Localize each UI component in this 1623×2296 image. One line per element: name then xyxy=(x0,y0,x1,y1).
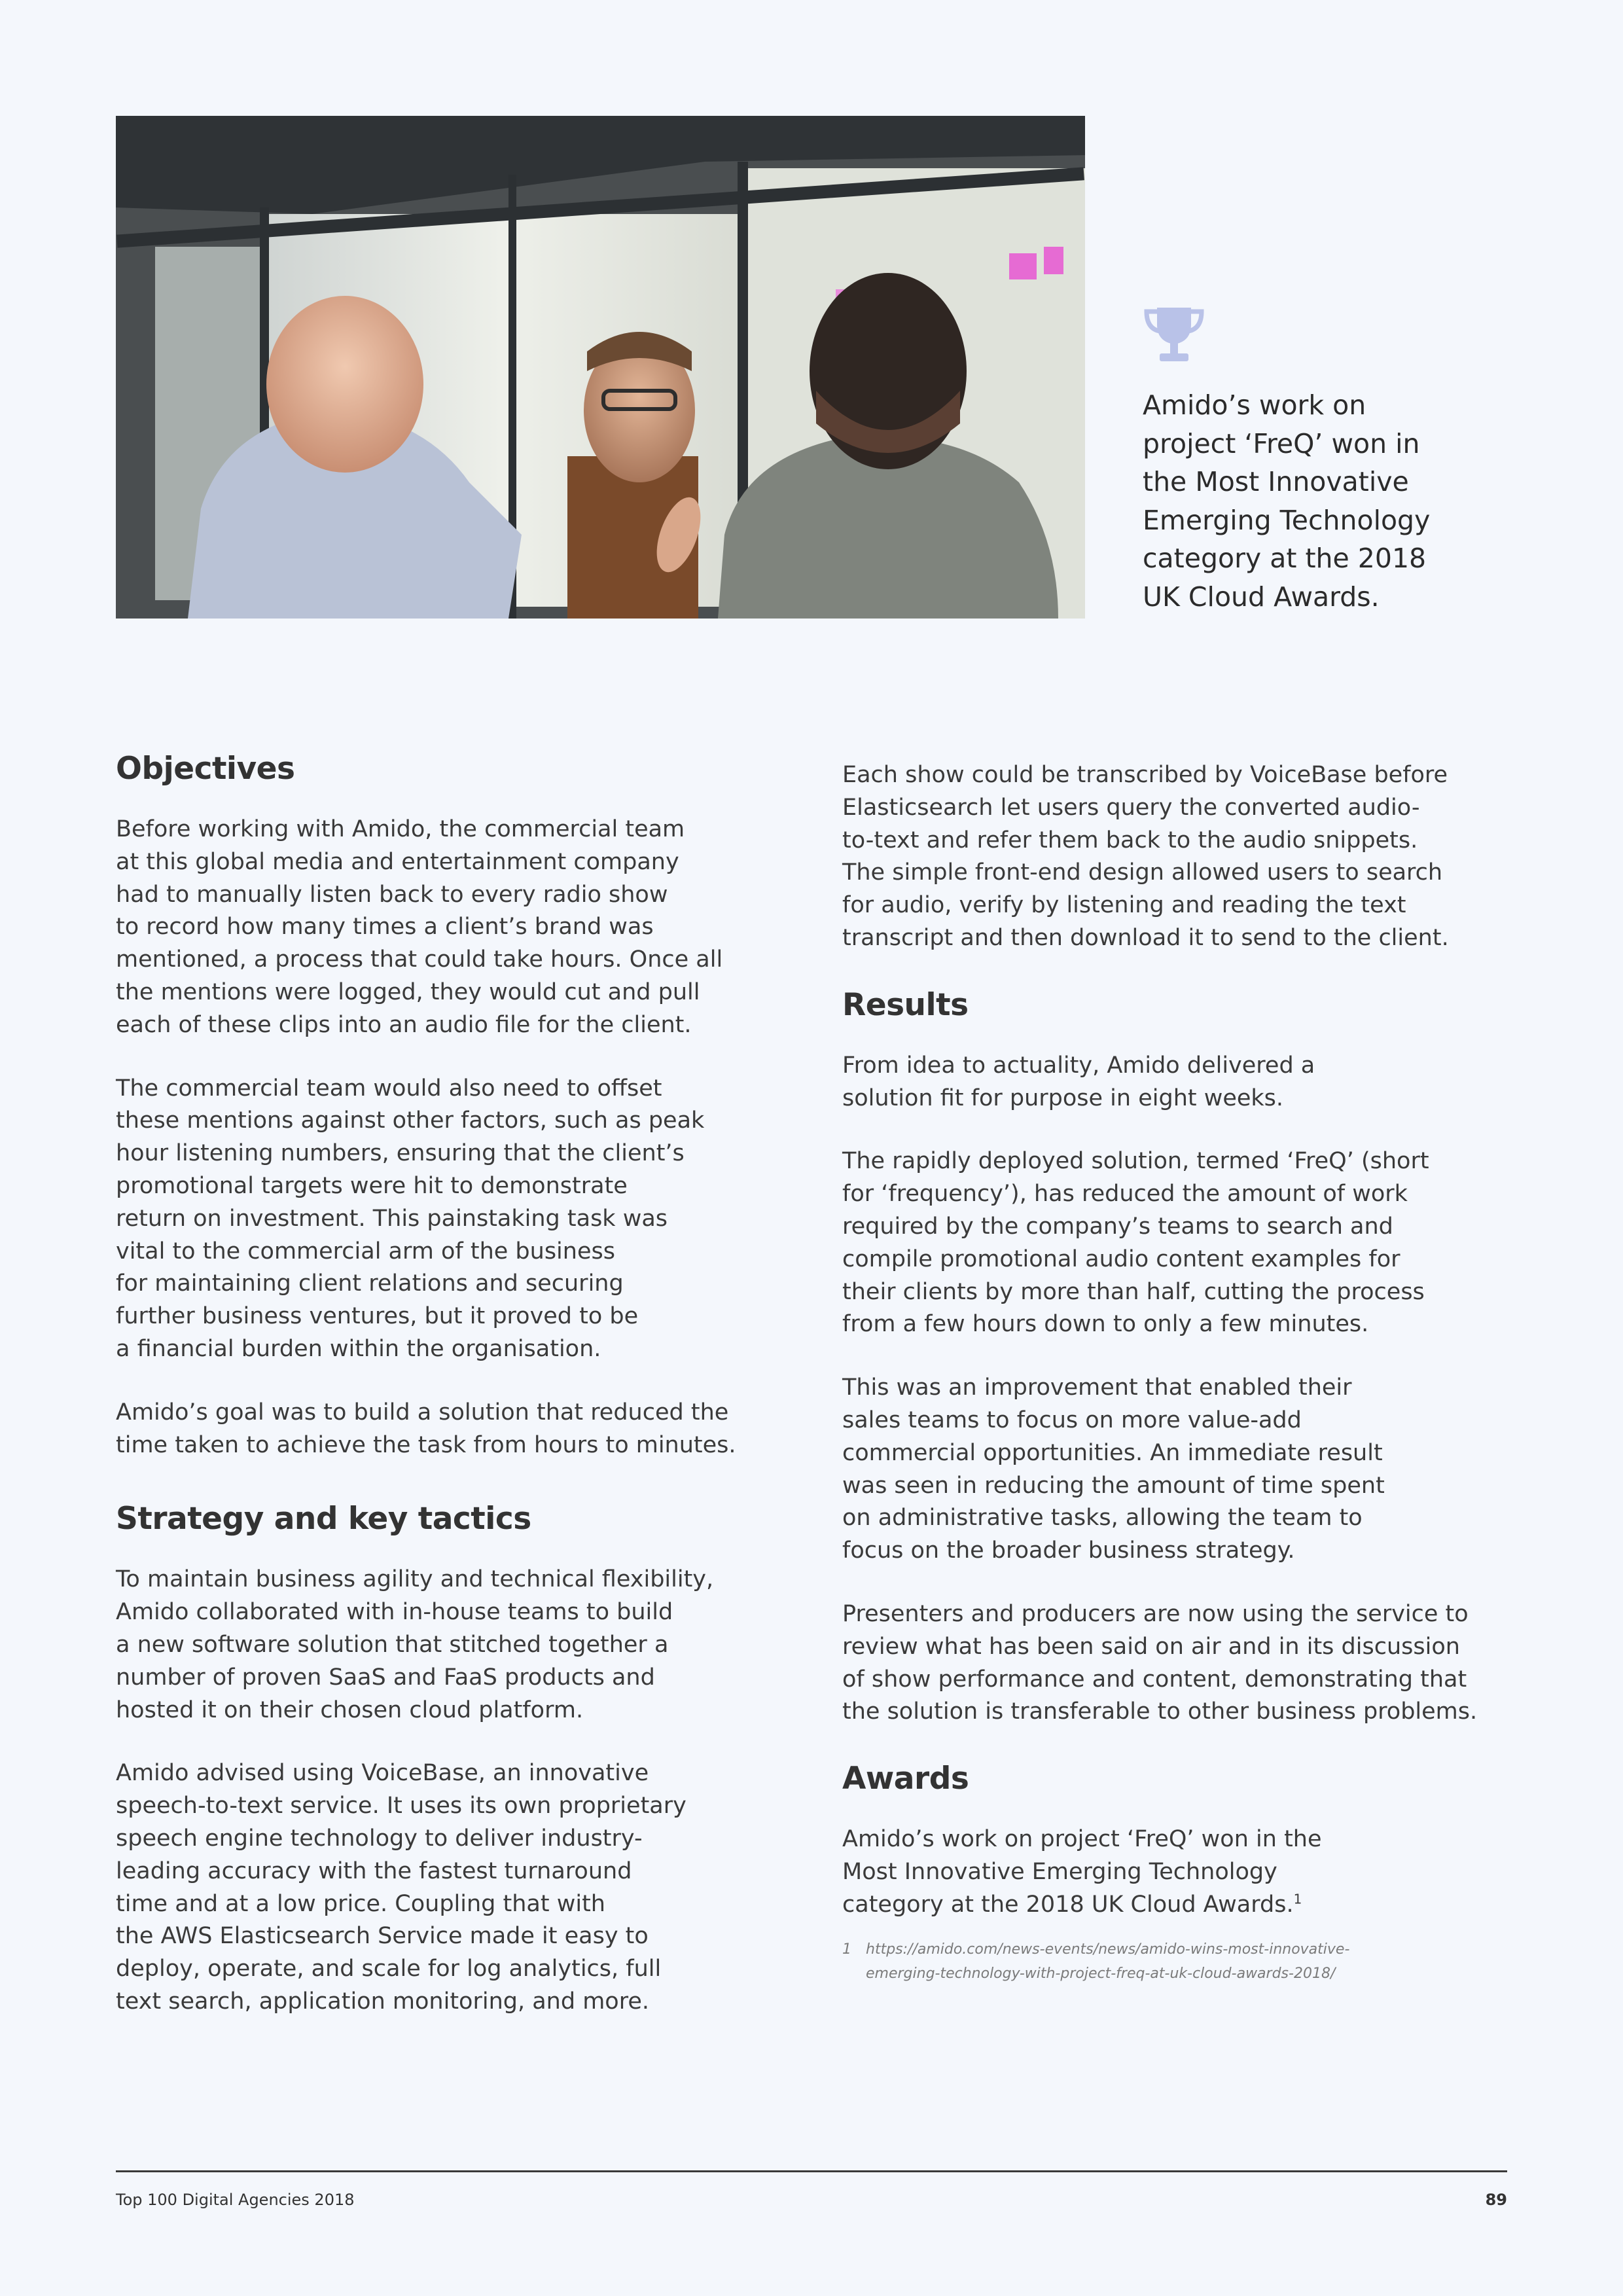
objectives-paragraph-1: Before working with Amido, the commercial team at this global media and entertainment company had to manually listen back to every radio show to record how many times a client’s brand was mentioned, a process that could take hours. Once all the mentions were logged, they would cut and pull each of these clips into an audio file for the client. xyxy=(116,816,723,1038)
strategy-paragraph-3: Each show could be transcribed by VoiceBase before Elasticsearch let users query the converted audio- to-text and refer them back to the audio snippets. The simple front-end design allowed users to search for audio, verify by listening and reading the text transcript and then download it to send to the client. xyxy=(842,762,1449,951)
awards-paragraph xyxy=(842,1823,1510,1921)
footnote xyxy=(842,1937,1510,1986)
page-number: 89 xyxy=(1485,2191,1507,2209)
right-column xyxy=(842,759,1510,1986)
awards-heading: Awards xyxy=(842,1761,969,1797)
footer-publication: Top 100 Digital Agencies 2018 xyxy=(116,2191,355,2209)
strategy-paragraph-1: To maintain business agility and technical flexibility, Amido collaborated with in-house teams to build a new software solution that stitched together a number of proven SaaS and FaaS products and hosted it on their chosen cloud platform. xyxy=(116,1566,714,1723)
objectives-paragraph-3: Amido’s goal was to build a solution that reduced the time taken to achieve the task from hours to minutes. xyxy=(116,1399,736,1458)
results-paragraph-4: Presenters and producers are now using the service to review what has been said on air and in its discussion of show performance and content, demonstrating that the solution is transferable to other business problems. xyxy=(842,1600,1478,1725)
footnote-number: 1 xyxy=(842,1941,851,1958)
objectives-heading: Objectives xyxy=(116,751,295,787)
results-heading: Results xyxy=(842,986,969,1023)
footnote-link[interactable]: https://amido.com/news-events/news/amido-wins-most-innovative- emerging-technology-with-project-freq-at-uk-cloud-awards-2018/ xyxy=(866,1941,1350,1982)
photo-illustration xyxy=(116,116,1085,619)
callout-text: Amido’s work on project ‘FreQ’ won in the Most Innovative Emerging Technology category at the 2018 UK Cloud Awards. xyxy=(1143,389,1431,613)
award-callout xyxy=(1143,305,1509,616)
trophy-icon xyxy=(1143,305,1205,364)
results-paragraph-1: From idea to actuality, Amido delivered a solution fit for purpose in eight weeks. xyxy=(842,1052,1315,1111)
footnote-reference[interactable]: 1 xyxy=(1293,1891,1302,1907)
team-photo xyxy=(116,116,1085,619)
strategy-heading: Strategy and key tactics xyxy=(116,1501,531,1537)
results-paragraph-2: The rapidly deployed solution, termed ‘FreQ’ (short for ‘frequency’), has reduced the amount of work required by the company’s teams to search and compile promotional audio content examples for their clients by more than half, cutting the process from a few hours down to only a few minutes. xyxy=(842,1148,1429,1338)
footer-rule xyxy=(116,2170,1507,2172)
strategy-paragraph-2: Amido advised using VoiceBase, an innovative speech-to-text service. It uses its own proprietary speech engine technology to deliver industry- leading accuracy with the fastest turnaround time and at a low price. Coupling that with the AWS Elasticsearch Service made it easy to deploy, operate, and scale for log analytics, full text search, application monitoring, and more. xyxy=(116,1760,687,2015)
objectives-paragraph-2: The commercial team would also need to offset these mentions against other factors, such as peak hour listening numbers, ensuring that the client’s promotional targets were hit to demonstrate return on investment. This painstaking task was vital to the commercial arm of the business for maintaining client relations and securing further business ventures, but it proved to be a financial burden within the organisation. xyxy=(116,1075,705,1362)
left-column xyxy=(116,749,770,2049)
results-paragraph-3: This was an improvement that enabled their sales teams to focus on more value-add commercial opportunities. An immediate result was seen in reducing the amount of time spent on administrative tasks, allowing the team to focus on the broader business strategy. xyxy=(842,1374,1385,1564)
awards-text: Amido’s work on project ‘FreQ’ won in the Most Innovative Emerging Technology category at the 2018 UK Cloud Awards. xyxy=(842,1826,1322,1918)
